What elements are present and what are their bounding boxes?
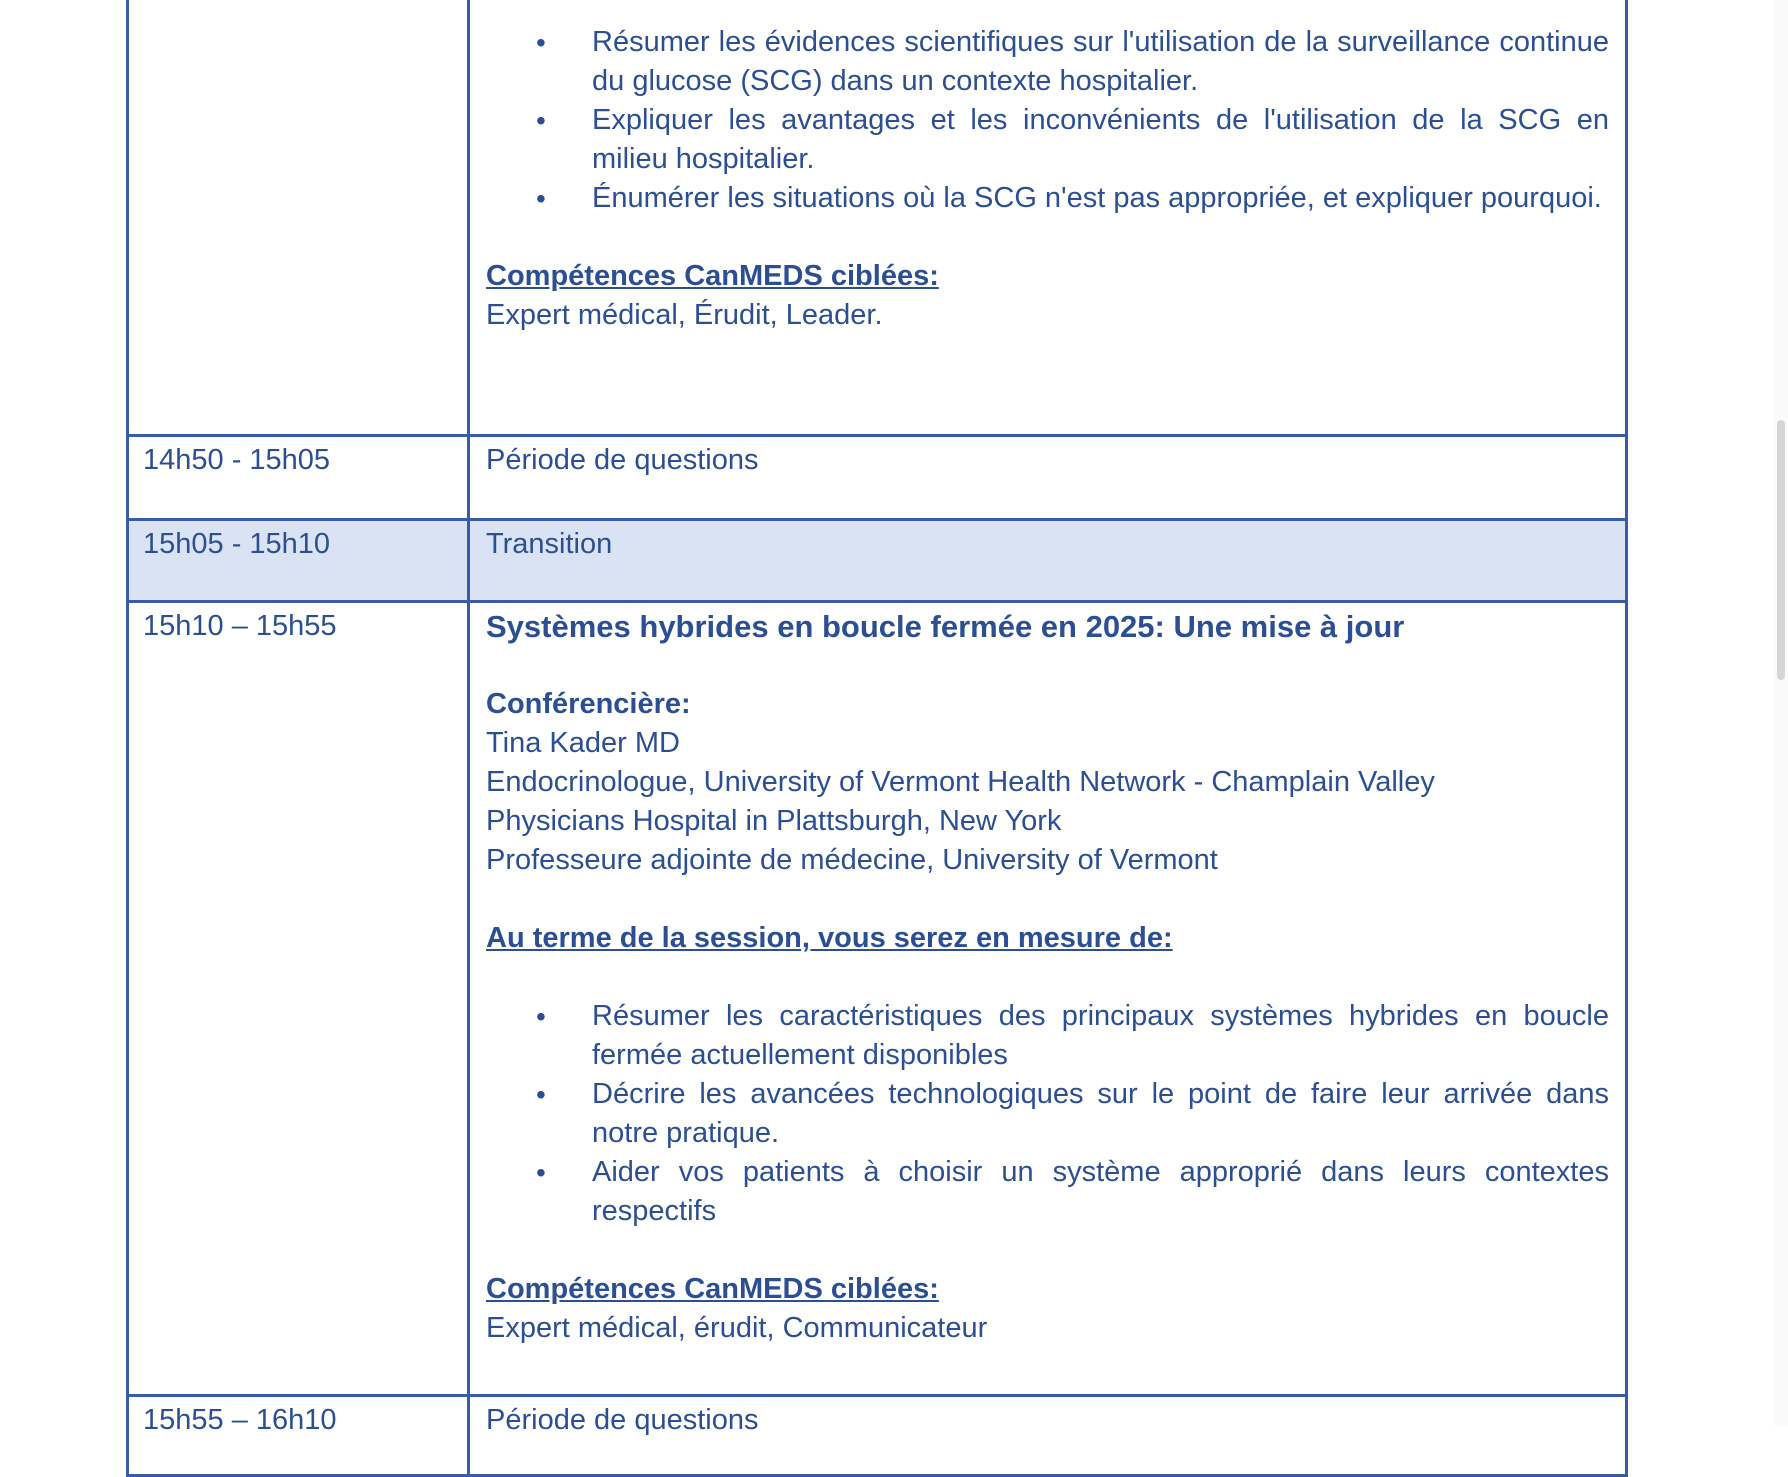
session-content [469,0,1627,436]
objectives-list [486,23,1609,218]
time-cell: 15h10 – 15h55 [128,602,469,1396]
objective-item: • Décrire les avancées technologiques sur le point de faire leur arrivée dans notre pratique. [486,1075,1609,1153]
speaker-name: Tina Kader MD [486,727,680,759]
competencies-heading: Compétences CanMEDS ciblées: [486,260,939,292]
speaker-affiliation: Professeure adjointe de médecine, University of Vermont [486,844,1218,876]
objective-item: • Expliquer les avantages et les inconvénients de l'utilisation de la SCG en milieu hospitalier. [486,101,1609,179]
competencies-heading: Compétences CanMEDS ciblées: [486,1273,939,1305]
agenda-row-session1 [128,0,1627,436]
objective-item: • Énumérer les situations où la SCG n'est pas appropriée, et expliquer pourquoi. [486,179,1609,218]
objectives-list [486,997,1609,1231]
session-label: Période de questions [469,436,1627,520]
time-cell: 14h50 - 15h05 [128,436,469,520]
speaker-affiliation: Endocrinologue, University of Vermont Health Network - Champlain Valley [486,766,1435,798]
objectives-heading: Au terme de la session, vous serez en mesure de: [486,922,1173,954]
agenda-row-session2 [128,602,1627,1396]
competencies-text: Expert médical, érudit, Communicateur [486,1312,988,1344]
session-label: Transition [469,520,1627,602]
agenda-row-transition [128,520,1627,602]
objective-item: • Résumer les évidences scientifiques sur l'utilisation de la surveillance continue du glucose (SCG) dans un contexte hospitalier. [486,23,1609,101]
vertical-scrollbar[interactable] [1774,0,1788,1426]
session-label: Période de questions [469,1396,1627,1476]
speaker-heading: Conférencière: [486,688,691,720]
competencies-text: Expert médical, Érudit, Leader. [486,299,883,331]
time-cell: 15h05 - 15h10 [128,520,469,602]
objective-item: • Aider vos patients à choisir un système approprié dans leurs contextes respectifs [486,1153,1609,1231]
agenda-row-questions [128,1396,1627,1476]
session-content [469,602,1627,1396]
agenda-table [126,0,1628,1477]
objective-item: • Résumer les caractéristiques des principaux systèmes hybrides en boucle fermée actuellement disponibles [486,997,1609,1075]
agenda-row-questions [128,436,1627,520]
time-cell [128,0,469,436]
speaker-affiliation: Physicians Hospital in Plattsburgh, New York [486,805,1062,837]
session-title: Systèmes hybrides en boucle fermée en 2025: Une mise à jour [486,609,1405,644]
time-cell: 15h55 – 16h10 [128,1396,469,1476]
scrollbar-thumb[interactable] [1777,420,1785,680]
